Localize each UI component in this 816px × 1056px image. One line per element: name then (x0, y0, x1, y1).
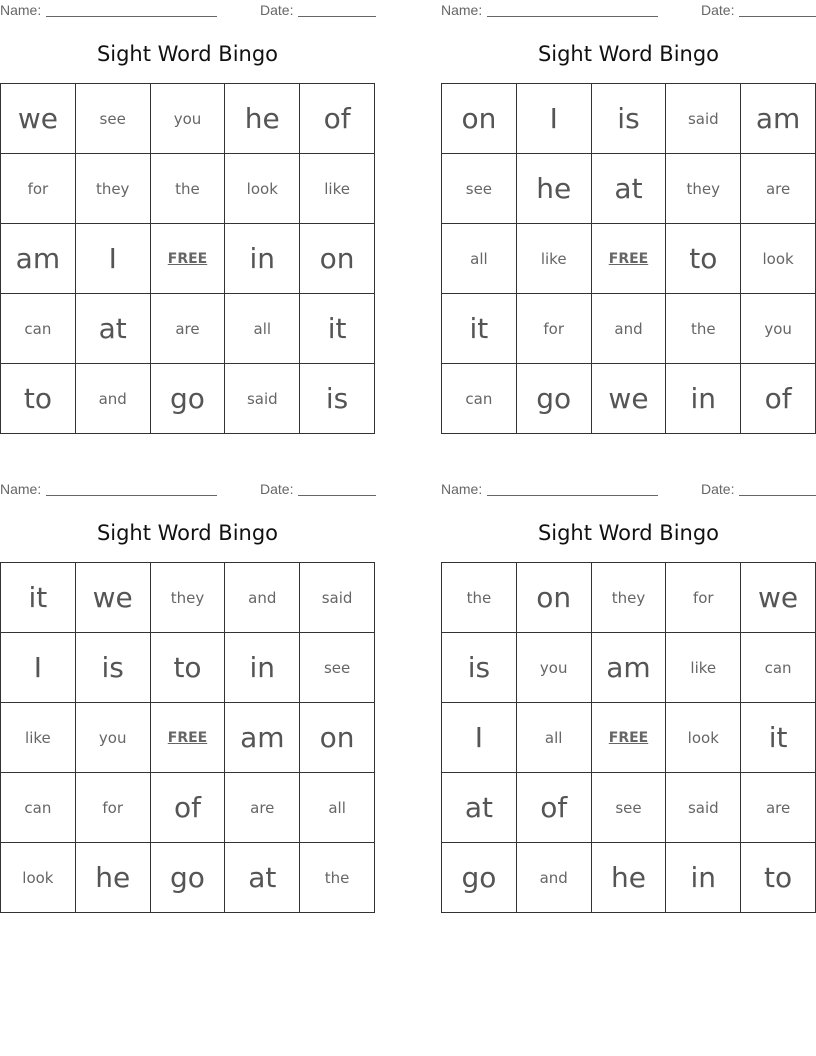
bingo-cell: you (741, 294, 816, 364)
bingo-cell: go (517, 364, 592, 434)
bingo-cell: is (592, 84, 667, 154)
bingo-cell: all (442, 224, 517, 294)
bingo-cell: look (741, 224, 816, 294)
bingo-cell: are (741, 154, 816, 224)
bingo-cell: said (666, 773, 741, 843)
bingo-grid (441, 83, 816, 434)
bingo-cell: can (1, 294, 76, 364)
free-space: FREE (151, 703, 226, 773)
bingo-cell: all (300, 773, 375, 843)
date-line (739, 16, 816, 17)
bingo-cell: look (666, 703, 741, 773)
bingo-grid (0, 562, 375, 913)
bingo-cell: look (225, 154, 300, 224)
bingo-cell: at (225, 843, 300, 913)
bingo-cell: go (151, 364, 226, 434)
bingo-cell: is (300, 364, 375, 434)
bingo-cell: in (666, 843, 741, 913)
bingo-cell: I (1, 633, 76, 703)
bingo-cell: like (1, 703, 76, 773)
bingo-cell: I (442, 703, 517, 773)
bingo-cell: am (741, 84, 816, 154)
date-line (298, 495, 376, 496)
name-label: Name: (441, 2, 483, 18)
bingo-cell: all (517, 703, 592, 773)
bingo-cell: they (592, 563, 667, 633)
bingo-cell: of (741, 364, 816, 434)
bingo-cell: is (442, 633, 517, 703)
bingo-cell: of (300, 84, 375, 154)
bingo-cell: he (517, 154, 592, 224)
bingo-cell: can (1, 773, 76, 843)
bingo-cell: to (741, 843, 816, 913)
bingo-cell: see (592, 773, 667, 843)
bingo-cell: am (592, 633, 667, 703)
bingo-cell: am (1, 224, 76, 294)
bingo-cell: the (151, 154, 226, 224)
bingo-cell: on (442, 84, 517, 154)
bingo-cell: I (76, 224, 151, 294)
name-date-row (0, 2, 375, 20)
bingo-cell: on (517, 563, 592, 633)
name-label: Name: (441, 481, 483, 497)
name-line (487, 495, 658, 496)
bingo-cell: of (151, 773, 226, 843)
bingo-cell: we (1, 84, 76, 154)
bingo-cell: go (442, 843, 517, 913)
bingo-cell: to (666, 224, 741, 294)
bingo-cell: on (300, 224, 375, 294)
bingo-cell: look (1, 843, 76, 913)
free-space: FREE (592, 703, 667, 773)
bingo-cell: I (517, 84, 592, 154)
date-line (298, 16, 376, 17)
bingo-cell: we (592, 364, 667, 434)
card-title: Sight Word Bingo (537, 42, 720, 66)
date-label: Date: (701, 481, 735, 497)
date-line (739, 495, 816, 496)
name-date-row (441, 481, 816, 499)
bingo-cell: are (151, 294, 226, 364)
name-date-row (0, 481, 375, 499)
bingo-cell: at (592, 154, 667, 224)
bingo-cell: the (442, 563, 517, 633)
bingo-cell: in (225, 224, 300, 294)
bingo-cell: am (225, 703, 300, 773)
name-date-row (441, 2, 816, 20)
bingo-cell: to (1, 364, 76, 434)
bingo-cell: go (151, 843, 226, 913)
bingo-cell: are (741, 773, 816, 843)
bingo-cell: he (225, 84, 300, 154)
name-label: Name: (0, 2, 42, 18)
bingo-cell: it (741, 703, 816, 773)
bingo-cell: said (225, 364, 300, 434)
bingo-grid (0, 83, 375, 434)
name-label: Name: (0, 481, 42, 497)
bingo-cell: for (76, 773, 151, 843)
name-line (487, 16, 658, 17)
bingo-cell: and (225, 563, 300, 633)
bingo-cell: it (442, 294, 517, 364)
bingo-cell: the (300, 843, 375, 913)
free-space: FREE (151, 224, 226, 294)
bingo-cell: and (517, 843, 592, 913)
bingo-cell: for (1, 154, 76, 224)
bingo-cell: like (300, 154, 375, 224)
bingo-cell: like (517, 224, 592, 294)
bingo-cell: all (225, 294, 300, 364)
card-title: Sight Word Bingo (537, 521, 720, 545)
bingo-cell: they (151, 563, 226, 633)
bingo-cell: you (517, 633, 592, 703)
bingo-cell: at (76, 294, 151, 364)
bingo-cell: it (1, 563, 76, 633)
date-label: Date: (260, 2, 294, 18)
bingo-cell: the (666, 294, 741, 364)
bingo-cell: see (76, 84, 151, 154)
name-line (46, 16, 217, 17)
bingo-cell: like (666, 633, 741, 703)
name-line (46, 495, 217, 496)
bingo-cell: see (442, 154, 517, 224)
bingo-cell: we (76, 563, 151, 633)
bingo-cell: and (76, 364, 151, 434)
bingo-grid (441, 562, 816, 913)
bingo-cell: they (76, 154, 151, 224)
bingo-cell: and (592, 294, 667, 364)
bingo-cell: can (442, 364, 517, 434)
bingo-cell: to (151, 633, 226, 703)
bingo-cell: at (442, 773, 517, 843)
bingo-cell: for (517, 294, 592, 364)
bingo-cell: he (592, 843, 667, 913)
bingo-cell: is (76, 633, 151, 703)
bingo-cell: see (300, 633, 375, 703)
card-title: Sight Word Bingo (96, 521, 279, 545)
bingo-cell: are (225, 773, 300, 843)
bingo-cell: you (151, 84, 226, 154)
bingo-cell: can (741, 633, 816, 703)
bingo-cell: he (76, 843, 151, 913)
bingo-cell: you (76, 703, 151, 773)
bingo-cell: said (666, 84, 741, 154)
date-label: Date: (260, 481, 294, 497)
bingo-cell: it (300, 294, 375, 364)
date-label: Date: (701, 2, 735, 18)
free-space: FREE (592, 224, 667, 294)
bingo-cell: in (225, 633, 300, 703)
bingo-cell: in (666, 364, 741, 434)
bingo-cell: on (300, 703, 375, 773)
bingo-cell: for (666, 563, 741, 633)
card-title: Sight Word Bingo (96, 42, 279, 66)
bingo-cell: we (741, 563, 816, 633)
bingo-cell: they (666, 154, 741, 224)
bingo-cell: of (517, 773, 592, 843)
bingo-cell: said (300, 563, 375, 633)
